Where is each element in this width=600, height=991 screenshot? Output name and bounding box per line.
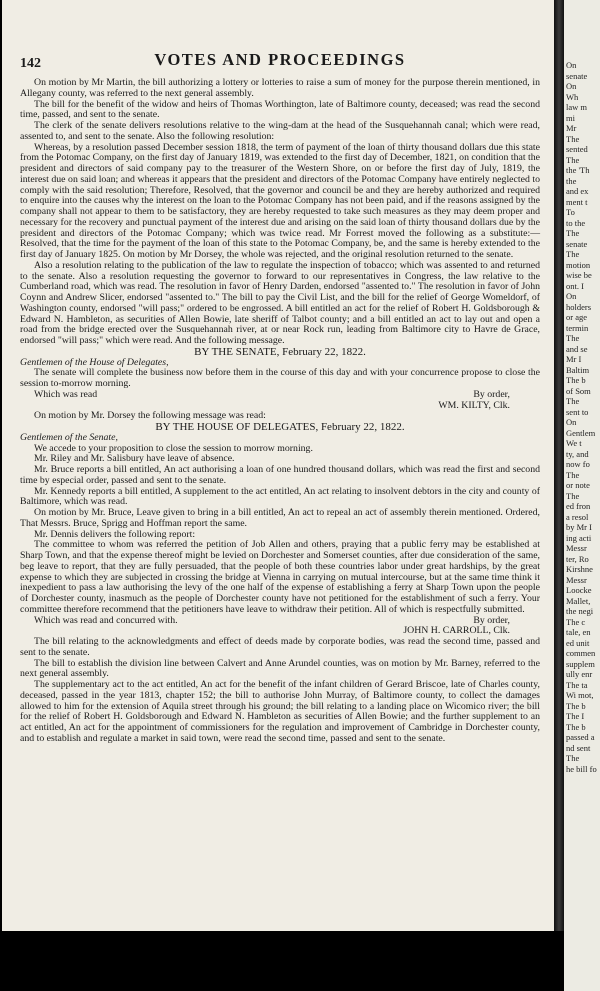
- next-page-fragment: The: [566, 469, 580, 480]
- next-page-fragment: Messr: [566, 543, 587, 553]
- next-page-fragment: On: [566, 291, 577, 301]
- next-page-fragment: ter, Ro: [566, 553, 589, 564]
- next-page-fragment: The: [566, 133, 580, 144]
- running-head: VOTES AND PROCEEDINGS: [154, 50, 406, 69]
- next-page-fragment: holders: [566, 301, 592, 312]
- next-page-fragment: The b: [566, 721, 586, 732]
- next-page-fragment: We t: [566, 438, 582, 448]
- salutation-house: Gentlemen of the House of Delegates,: [20, 356, 169, 368]
- house-message: Mr. Dennis delivers the following report:: [34, 528, 196, 540]
- next-page-fragment: now fo: [566, 459, 590, 469]
- next-page-fragment: Mallet,: [566, 595, 591, 606]
- next-page-fragment: Wh: [566, 91, 579, 102]
- next-page-fragment: The c: [566, 616, 586, 627]
- next-page-fragment: The: [566, 396, 580, 406]
- next-page-fragment: The: [566, 333, 580, 343]
- next-page-fragment: The b: [566, 700, 586, 711]
- paragraph: The bill relating to the acknowledgments and effect of deeds made by corporate bodies, was read the second time, passed and sent to the senate.: [20, 636, 540, 658]
- next-page-fragment: or note: [566, 480, 590, 490]
- next-page-fragment: law m: [566, 102, 588, 112]
- next-page-fragment: Mr: [566, 123, 577, 133]
- next-page-fragment: On: [566, 60, 577, 70]
- paragraph: The supplementary act to the act entitled, An act for the benefit of the infant children of Gerard Briscoe, late of Charles county, deceased, passed in the year 1813, chapter 152; the bill to authorise John Murray, of Baltimore county, to collect the damages allowed to him for the extension of Aquila street through his ground; the bill relating to a landing place on Wicomico river; the bill for the relief of Robert H. Goldsborough and Edward N. Hambleton as securities of Allen Bowie; and the further supplement to an act entitled, An act for the appointment of commissioners for the regulation and improvement of Cambridge in Dorchester county, and to establish and regulate a market in said town, were read the second time, passed and sent to the senate.: [20, 679, 540, 744]
- next-page-fragment: ed fron: [566, 501, 591, 511]
- book-gutter: [554, 0, 564, 931]
- next-page-fragment: The: [566, 228, 580, 238]
- next-page-fragment: The: [566, 490, 580, 501]
- next-page-fragment: Mr I: [566, 354, 582, 364]
- paragraph: Whereas, by a resolution passed December session 1818, the term of payment of the loan of thirty thousand dollars due this state from the Potomac Company, on the first day of January 1819, was extended to the first day of December, 1821, on condition that the president and directors of said company pay to the treasurer of the Western Shore, on or before the first day of July, 1819, the interest due on said loan; and whereas it appears that the president and directors of the Potomac Company have entirely neglected to comply with the said resolution; Therefore, Resolved, that the governor and council be and they are hereby authorized and required to enquire into the causes why the interest on the loan to the Potomac Company has not been paid, and if the reasons assigned by the company shall not appear to them to be satisfactory, they are hereby requested to take such measures as they may deem proper and necessary for the recovery and punctual payment of the interest due and arising on the said loan of thirty thousand dollars due by the president and directors of the Potomac Company; which was twice read. Mr Forrest moved the following as a substitute:—Resolved, that the time for the payment of the loan of this state to the Potomac Company, be, and the same is hereby extended to the first day of January 1825. On motion by Mr Dorsey, the whole was rejected, and the original resolution returned to the senate.: [20, 141, 540, 260]
- senate-dateline: BY THE SENATE, February 22, 1822.: [194, 345, 366, 358]
- by-order: By order,: [473, 614, 510, 626]
- next-page-fragment: sent to: [566, 406, 589, 417]
- next-page-fragment: Messr: [566, 574, 587, 585]
- by-order: By order,: [473, 388, 510, 400]
- next-page-fragment: The: [566, 154, 580, 165]
- paragraph: Also a resolution relating to the publication of the law to regulate the inspection of tobacco; which was assented to and returned to the senate. Also a resolution requesting the governor to forward to our representatives in Congress, the law relative to the Cumberland road, which was read. The resolution in favor of Henry Darden, endorsed "assented to." The resolution in favor of John Coynn and Andrew Slicer, endorsed "assented to." The bill to pay the Civil List, and the bill for the relief of George Womeldorf, of Washington county, endorsed "will pass;" ordered to be engrossed. A bill entitled an act for the relief of Robert H. Goldsborough & Edward N. Hambleton, as securities of Allen Bowie, late sheriff of Talbot county; and a bill entitled an act to lay out and open a road from the bridge erected over the Susquehannah river, at or near Rock run, leading from Baltimore city to Havre de Grace, endorsed "will pass;" which were read. And the following message.: [20, 259, 540, 346]
- paragraph: The clerk of the senate delivers resolutions relative to the wing-dam at the head of the Susquehannah canal; which were read, assented to, and sent to the senate. Also the following resolution:: [20, 120, 540, 142]
- next-page-fragment: Wi mot,: [566, 690, 594, 700]
- message-close: [20, 390, 540, 401]
- next-page-fragment: ully enr: [566, 669, 593, 679]
- committee-report: The committee to whom was referred the petition of Job Allen and others, praying that a public ferry may be established at Sharp Town, and that the expense thereof might be levied on Dorchester and Somerset counties, after due consideration of the same, beg leave to report, that they are fully persuaded, that the people of both these countries labor under great hardships, by the great expense to which they are subjected in crossing the bridge at Vienna in carrying on mutual intercourse, but at the same time think it inexpedient to pass a law authorising the levy of the one half of the expense of establishing a ferry at Sharp Town upon the people of Dorchester county, inasmuch as the people of Dorchester county have not petitioned for the establishment of such a ferry. Your committee therefore recommend that the petitioners have leave to withdraw their petition. All of which is respectfully submitted.: [20, 539, 540, 615]
- house-message: Mr. Bruce reports a bill entitled, An act authorising a loan of one hundred thousand dollars, which was read the first and second time by especial order, passed and sent to the senate.: [20, 464, 540, 486]
- next-page-fragment: Loocke: [566, 585, 592, 595]
- next-page-fragment: sented: [566, 144, 588, 154]
- next-page-fragment: the 'Th: [566, 165, 590, 175]
- next-page-fragment: and ex: [566, 186, 589, 196]
- senate-message: The senate will complete the business now before them in the course of this day and with your concurrence propose to close the session to-morrow morning.: [20, 367, 540, 389]
- next-page-fragment: and se: [566, 343, 588, 354]
- next-page-fragment: passed a: [566, 732, 595, 742]
- signature-carroll: JOHN H. CARROLL, Clk.: [403, 625, 510, 637]
- next-page-fragment: mi: [566, 112, 575, 123]
- next-page-fragment: The ta: [566, 679, 588, 690]
- next-page-fragment: ing acti: [566, 532, 592, 543]
- signature-kilty: WM. KILTY, Clk.: [438, 399, 510, 411]
- next-page-fragment: by Mr I: [566, 522, 592, 532]
- next-page-fragment: or age: [566, 312, 588, 322]
- next-page-fragment: senate: [566, 238, 588, 249]
- salutation-senate: Gentlemen of the Senate,: [20, 431, 118, 443]
- next-page-fragment: he bill fo: [566, 763, 597, 774]
- house-message: Mr. Kennedy reports a bill entitled, A supplement to the act entitled, An act relating to insolvent debtors in the city and county of Baltimore, which was read.: [20, 485, 540, 508]
- next-page-fragment: ty, and: [566, 448, 589, 459]
- next-page-fragment: termin: [566, 322, 589, 333]
- paragraph: The bill to establish the division line between Calvert and Anne Arundel counties, was on motion by Mr. Barney, referred to the next general assembly.: [20, 657, 540, 680]
- next-page-fragment: tale, en: [566, 627, 591, 637]
- house-dateline: BY THE HOUSE OF DELEGATES, February 22, 1822.: [155, 421, 405, 433]
- next-page-fragment: Gentlem: [566, 427, 596, 438]
- body-text: [20, 78, 540, 745]
- next-page-fragment: supplem: [566, 658, 595, 669]
- next-page-fragment: senate: [566, 70, 588, 81]
- next-page-fragment: motion: [566, 259, 591, 270]
- paragraph: The bill for the benefit of the widow and heirs of Thomas Worthington, late of Baltimore county, deceased; was read the second time, passed, and sent to the senate.: [20, 98, 540, 121]
- next-page-fragment: to the: [566, 217, 586, 228]
- next-page-fragment: The: [566, 249, 580, 259]
- concurred-note: Which was read and concurred with.: [34, 614, 178, 626]
- next-page-fragment: wise be: [566, 270, 592, 280]
- next-page-fragment: Baltim: [566, 364, 590, 375]
- next-page-fragment: ont. I: [566, 280, 584, 291]
- page-header: [20, 50, 540, 74]
- next-page-fragment: The I: [566, 711, 585, 721]
- document-page: [2, 0, 554, 931]
- next-page-fragment: Kirshne: [566, 564, 593, 574]
- next-page-fragment: On: [566, 81, 577, 91]
- paragraph: On motion by Mr Martin, the bill authorizing a lottery or lotteries to raise a sum of money for the purpose therein mentioned, in Allegany county, was referred to the next general assembly.: [20, 77, 540, 99]
- next-page-fragment: To: [566, 207, 575, 217]
- next-page-fragment: of Som: [566, 385, 591, 396]
- house-message: On motion by Mr. Bruce, Leave given to bring in a bill entitled, An act to repeal an act of assembly therein mentioned. Ordered, That Messrs. Bruce, Sprigg and Hoffman report the same.: [20, 507, 540, 529]
- next-page-fragment: a resol: [566, 511, 589, 522]
- next-page-edge: [564, 0, 600, 991]
- next-page-fragment: The b: [566, 375, 586, 385]
- page-number: 142: [20, 56, 41, 71]
- next-page-fragment: nd sent: [566, 742, 591, 753]
- next-page-fragment: ed unit: [566, 637, 590, 648]
- read-note: Which was read: [34, 388, 98, 400]
- next-page-fragment: the: [566, 175, 577, 186]
- next-page-fragment: commen: [566, 648, 596, 658]
- house-message: Mr. Riley and Mr. Salisbury have leave of absence.: [34, 453, 235, 465]
- dorsey-motion: On motion by Mr. Dorsey the following message was read:: [34, 410, 266, 422]
- next-page-fragment: The: [566, 753, 580, 763]
- next-page-fragment: ment t: [566, 196, 588, 207]
- next-page-fragment: On: [566, 417, 577, 427]
- house-message: We accede to your proposition to close the session to morrow morning.: [34, 442, 313, 454]
- next-page-fragment: the negi: [566, 606, 594, 616]
